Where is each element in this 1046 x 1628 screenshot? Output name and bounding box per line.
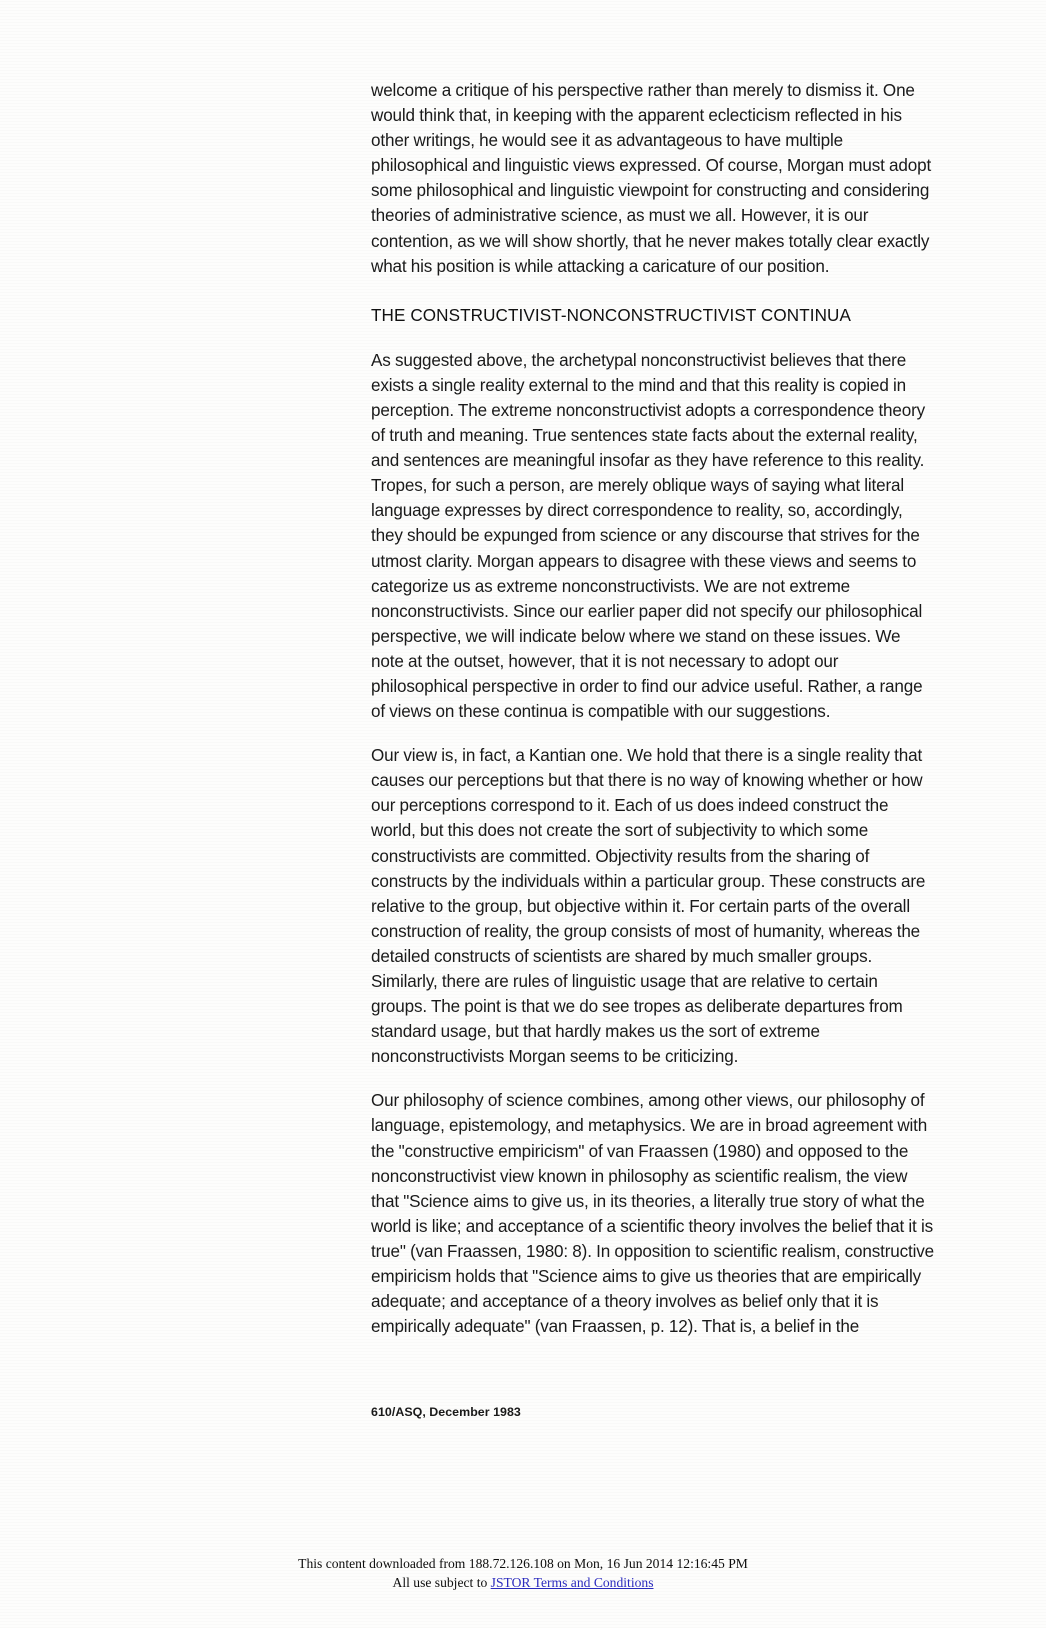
paragraph-archetypal-nonconstructivist: As suggested above, the archetypal nonconstructivist believes that there exists a single reality external to the mind and that this reality is copied in perception. The extreme nonconstructivist adopts a correspondence theory of truth and meaning. True sentences state facts about the external reality, and sentences are meaningful insofar as they have reference to this reality. Tropes, for such a person, are merely oblique ways of saying what literal language expresses by direct correspondence to reality, so, accordingly, they should be expunged from science or any discourse that strives for the utmost clarity. Morgan appears to disagree with these views and seems to categorize us as extreme nonconstructivists. We are not extreme nonconstructivists. Since our earlier paper did not specify our philosophical perspective, we will indicate below where we stand on these issues. We note at the outset, however, that it is not necessary to adopt our philosophical perspective in order to find our advice useful. Rather, a range of views on these continua is compatible with our suggestions. [371, 350, 926, 722]
jstor-notice [0, 1555, 1046, 1592]
section-heading: THE CONSTRUCTIVIST-NONCONSTRUCTIVIST CONTINUA [371, 305, 851, 325]
jstor-terms-link[interactable]: JSTOR Terms and Conditions [490, 1574, 654, 1590]
jstor-terms-line [0, 1574, 1046, 1593]
paragraph-continuation: welcome a critique of his perspective rather than merely to dismiss it. One would think that, in keeping with the apparent eclecticism reflected in his other writings, he would see it as advantageous to have multiple philosophical and linguistic views expressed. Of course, Morgan must adopt some philosophical and linguistic viewpoint for constructing and considering theories of administrative science, as must we all. However, it is our contention, as we will show shortly, that he never makes totally clear exactly what his position is while attacking a caricature of our position. [371, 81, 932, 276]
paragraph-philosophy-of-science: Our philosophy of science combines, among other views, our philosophy of language, epistemology, and metaphysics. We are in broad agreement with the "constructive empiricism" of van Fraassen (1980) and opposed to the nonconstructivist view known in philosophy as scientific realism, the view that "Science aims to give us, in its theories, a literally true story of what the world is like; and acceptance of a scientific theory involves the belief that it is true" (van Fraassen, 1980: 8). In opposition to scientific realism, constructive empiricism holds that "Science aims to give us theories that are empirically adequate; and acceptance of a theory involves as belief only that it is empirically adequate" (van Fraassen, p. 12). That is, a belief in the [371, 1091, 935, 1337]
paragraph-kantian-view: Our view is, in fact, a Kantian one. We hold that there is a single reality that causes our perceptions but that there is no way of knowing whether or how our perceptions correspond to it. Each of us does indeed construct the world, but this does not create the sort of subjectivity to which some constructivists are committed. Objectivity results from the sharing of constructs by the individuals within a particular group. These constructs are relative to the group, but objective within it. For certain parts of the overall construction of reality, the group consists of most of humanity, whereas the detailed constructs of scientists are shared by much smaller groups. Similarly, there are rules of linguistic usage that are relative to certain groups. The point is that we do see tropes as deliberate departures from standard usage, but that hardly makes us the sort of extreme nonconstructivists Morgan seems to be criticizing. [371, 746, 926, 1067]
page-footer: 610/ASQ, December 1983 [371, 1405, 521, 1419]
jstor-terms-prefix: All use subject to [392, 1574, 491, 1590]
jstor-download-line: This content downloaded from 188.72.126.108 on Mon, 16 Jun 2014 12:16:45 PM [298, 1556, 748, 1571]
article-text-column [371, 78, 937, 1358]
